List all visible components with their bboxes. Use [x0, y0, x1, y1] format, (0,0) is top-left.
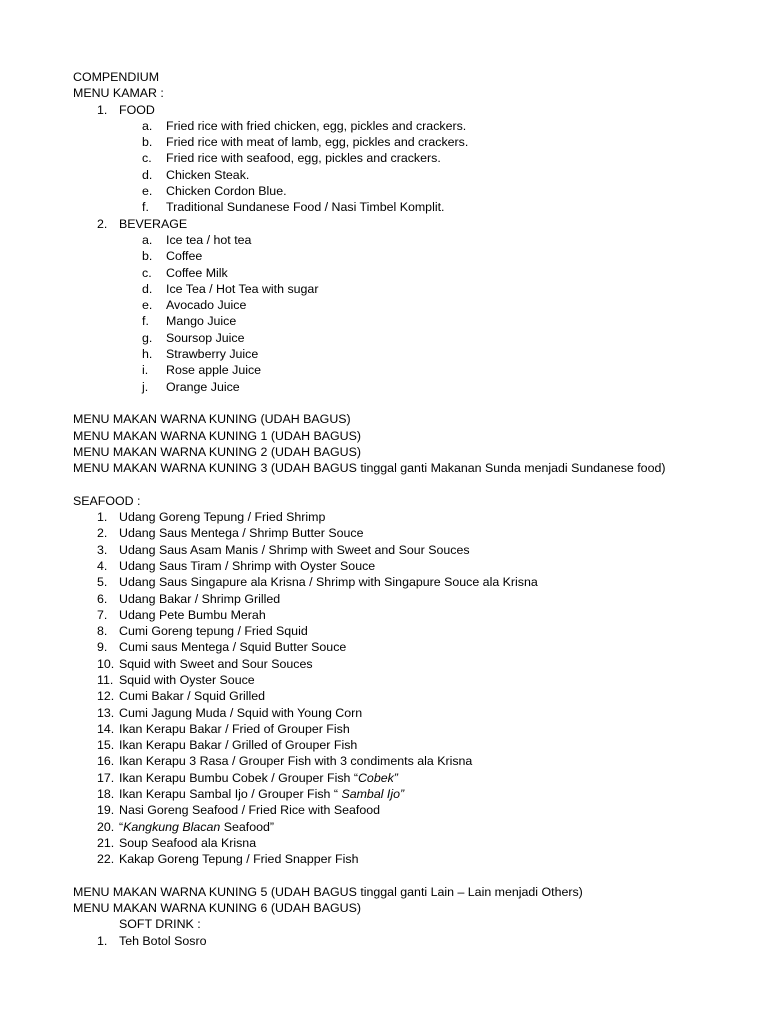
soft-drink-heading: SOFT DRINK :	[119, 917, 201, 932]
list-item	[0, 639, 768, 655]
list-marker: i.	[142, 363, 149, 378]
list-item	[0, 199, 768, 215]
list-item	[0, 248, 768, 264]
list-number: 5.	[97, 575, 108, 590]
list-item	[0, 134, 768, 150]
list-item-text: Soup Seafood ala Krisna	[119, 835, 257, 850]
list-marker: c.	[142, 265, 152, 280]
list-item	[0, 346, 768, 362]
document-page	[0, 69, 768, 949]
list-marker: f.	[142, 314, 149, 329]
list-item-text: Udang Saus Singapure ala Krisna / Shrimp with Singapure Souce ala Krisna	[119, 575, 538, 590]
list-number: 2.	[97, 216, 108, 231]
list-item	[0, 542, 768, 558]
list-item	[0, 150, 768, 166]
list-item	[0, 558, 768, 574]
italic-run: Kangkung Blacan	[123, 819, 221, 834]
list-marker: c.	[142, 151, 152, 166]
list-item	[0, 591, 768, 607]
note-line: MENU MAKAN WARNA KUNING (UDAH BAGUS)	[73, 412, 351, 427]
list-item-text: Udang Saus Tiram / Shrimp with Oyster Souce	[119, 558, 376, 573]
list-item-text: Orange Juice	[166, 379, 240, 394]
seafood-heading: SEAFOOD :	[73, 493, 141, 508]
list-number: 7.	[97, 607, 108, 622]
list-marker: d.	[142, 167, 153, 182]
list-item	[0, 265, 768, 281]
list-item-text: Fried rice with meat of lamb, egg, pickles and crackers.	[166, 135, 469, 150]
list-item	[0, 753, 768, 769]
list-item	[0, 379, 768, 395]
list-number: 21.	[97, 835, 115, 850]
list-item	[0, 118, 768, 134]
list-number: 14.	[97, 721, 115, 736]
list-marker: a.	[142, 232, 153, 247]
list-item-text: Chicken Steak.	[166, 167, 250, 182]
list-item-text: Cumi saus Mentega / Squid Butter Souce	[119, 640, 347, 655]
list-item-text: Avocado Juice	[166, 298, 247, 313]
section-label: FOOD	[119, 102, 155, 117]
list-marker: e.	[142, 298, 153, 313]
list-item-text: Strawberry Juice	[166, 347, 259, 362]
list-number: 2.	[97, 526, 108, 541]
list-item-text: Udang Saus Asam Manis / Shrimp with Sweet and Sour Souces	[119, 542, 470, 557]
list-number: 8.	[97, 624, 108, 639]
list-item-text: Kakap Goreng Tepung / Fried Snapper Fish	[119, 852, 359, 867]
menu-kamar-heading: MENU KAMAR :	[73, 86, 164, 101]
list-item	[0, 362, 768, 378]
list-marker: b.	[142, 135, 153, 150]
list-item	[0, 525, 768, 541]
list-number: 6.	[97, 591, 108, 606]
list-marker: a.	[142, 118, 153, 133]
list-item-text: Coffee Milk	[166, 265, 228, 280]
list-item	[0, 183, 768, 199]
list-item	[0, 851, 768, 867]
list-marker: e.	[142, 184, 153, 199]
list-item	[0, 672, 768, 688]
text-run: Ikan Kerapu Bumbu Cobek / Grouper Fish “	[119, 770, 358, 785]
list-marker: j.	[142, 379, 149, 394]
list-item	[0, 933, 768, 949]
list-item-text: Ice Tea / Hot Tea with sugar	[166, 281, 319, 296]
list-item-text: Chicken Cordon Blue.	[166, 184, 287, 199]
italic-run: Sambal Ijo”	[341, 787, 405, 802]
list-item	[0, 705, 768, 721]
list-item	[0, 737, 768, 753]
list-item-text: Fried rice with seafood, egg, pickles and crackers.	[166, 151, 441, 166]
list-number: 11.	[97, 672, 114, 687]
list-marker: g.	[142, 330, 153, 345]
list-item-text: Teh Botol Sosro	[119, 933, 207, 948]
list-marker: h.	[142, 347, 153, 362]
list-item	[0, 297, 768, 313]
list-number: 12.	[97, 689, 115, 704]
section-food	[0, 102, 768, 118]
list-item	[0, 167, 768, 183]
list-item-text: Cumi Goreng tepung / Fried Squid	[119, 624, 308, 639]
list-number: 3.	[97, 542, 108, 557]
list-item	[0, 786, 768, 802]
list-number: 1.	[97, 510, 108, 525]
list-item	[0, 607, 768, 623]
list-item-text: Udang Pete Bumbu Merah	[119, 607, 266, 622]
list-item	[0, 330, 768, 346]
note-line: MENU MAKAN WARNA KUNING 1 (UDAH BAGUS)	[73, 428, 361, 443]
list-item-text: Nasi Goreng Seafood / Fried Rice with Seafood	[119, 803, 381, 818]
list-item	[0, 770, 768, 786]
list-item-text: Ice tea / hot tea	[166, 232, 252, 247]
blank-line	[0, 476, 768, 492]
italic-run: Cobek”	[357, 770, 398, 785]
list-number: 10.	[97, 656, 115, 671]
list-number: 18.	[97, 787, 115, 802]
list-item-text: Soursop Juice	[166, 330, 245, 345]
list-item-text: Udang Goreng Tepung / Fried Shrimp	[119, 510, 326, 525]
text-run: “	[119, 819, 124, 834]
list-number: 9.	[97, 640, 108, 655]
list-marker: d.	[142, 281, 153, 296]
list-item-text: Fried rice with fried chicken, egg, pickles and crackers.	[166, 118, 467, 133]
list-item-text: Ikan Kerapu Bakar / Grilled of Grouper Fish	[119, 738, 358, 753]
list-item-text	[119, 770, 398, 786]
list-marker: b.	[142, 249, 153, 264]
list-number: 20.	[97, 819, 115, 834]
document-title: COMPENDIUM	[73, 70, 160, 84]
note-line: MENU MAKAN WARNA KUNING 3 (UDAH BAGUS tinggal ganti Makanan Sunda menjadi Sundanese food)	[73, 461, 666, 476]
list-item-text: Cumi Bakar / Squid Grilled	[119, 689, 265, 704]
list-item	[0, 232, 768, 248]
list-item-text: Cumi Jagung Muda / Squid with Young Corn	[119, 705, 363, 720]
note-line: MENU MAKAN WARNA KUNING 5 (UDAH BAGUS tinggal ganti Lain – Lain menjadi Others)	[73, 884, 583, 899]
list-item-text: Coffee	[166, 249, 203, 264]
list-item-text: Traditional Sundanese Food / Nasi Timbel Komplit.	[166, 200, 445, 215]
list-number: 15.	[97, 738, 115, 753]
list-item-text: Rose apple Juice	[166, 363, 262, 378]
text-run: Seafood”	[220, 819, 275, 834]
list-item-text: Ikan Kerapu Bakar / Fried of Grouper Fish	[119, 721, 350, 736]
blank-line	[0, 395, 768, 411]
blank-line	[0, 868, 768, 884]
list-item-text	[119, 819, 274, 835]
note-line: MENU MAKAN WARNA KUNING 6 (UDAH BAGUS)	[73, 901, 361, 916]
list-number: 19.	[97, 803, 115, 818]
list-item	[0, 835, 768, 851]
list-item-text: Udang Saus Mentega / Shrimp Butter Souce	[119, 526, 364, 541]
list-item	[0, 623, 768, 639]
list-item	[0, 574, 768, 590]
list-number: 4.	[97, 558, 108, 573]
list-number: 1.	[97, 102, 108, 117]
list-item	[0, 656, 768, 672]
list-item	[0, 802, 768, 818]
list-number: 1.	[97, 933, 108, 948]
list-item	[0, 313, 768, 329]
list-item-text	[119, 786, 404, 802]
section-label: BEVERAGE	[119, 216, 188, 231]
list-number: 17.	[97, 770, 115, 785]
list-item-text: Mango Juice	[166, 314, 237, 329]
text-run: Ikan Kerapu Sambal Ijo / Grouper Fish “	[119, 787, 342, 802]
list-item	[0, 509, 768, 525]
list-marker: f.	[142, 200, 149, 215]
section-beverage	[0, 216, 768, 232]
list-number: 22.	[97, 852, 115, 867]
list-number: 16.	[97, 754, 115, 769]
list-item-text: Squid with Sweet and Sour Souces	[119, 656, 313, 671]
list-number: 13.	[97, 705, 115, 720]
list-item-text: Udang Bakar / Shrimp Grilled	[119, 591, 281, 606]
list-item	[0, 688, 768, 704]
list-item-text: Ikan Kerapu 3 Rasa / Grouper Fish with 3 condiments ala Krisna	[119, 754, 473, 769]
list-item	[0, 721, 768, 737]
list-item-text: Squid with Oyster Souce	[119, 672, 255, 687]
note-line: MENU MAKAN WARNA KUNING 2 (UDAH BAGUS)	[73, 444, 361, 459]
list-item	[0, 281, 768, 297]
list-item	[0, 819, 768, 835]
